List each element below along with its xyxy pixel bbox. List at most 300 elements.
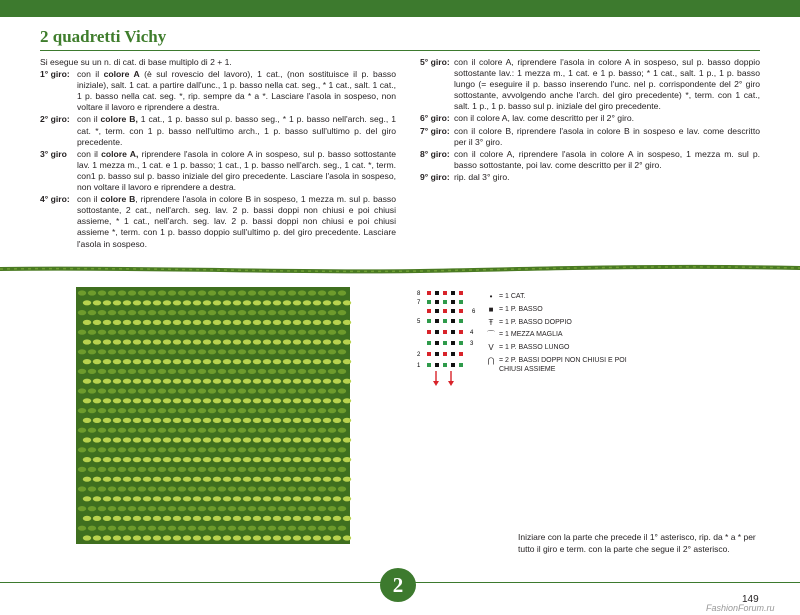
- stitch-texture: [163, 398, 171, 403]
- stitch-texture: [118, 428, 126, 433]
- stitch-texture: [208, 428, 216, 433]
- stitch-texture: [208, 388, 216, 393]
- stitch-texture: [83, 477, 91, 482]
- stitch-texture: [208, 467, 216, 472]
- diagram-stitch-mark: [427, 352, 431, 356]
- stitch-texture: [258, 408, 266, 413]
- stitch-texture: [133, 516, 141, 521]
- stitch-texture: [218, 506, 226, 511]
- stitch-texture: [208, 506, 216, 511]
- round-label: 4° giro:: [40, 194, 70, 205]
- stitch-texture: [273, 398, 281, 403]
- stitch-texture: [133, 496, 141, 501]
- stitch-texture: [263, 477, 271, 482]
- stitch-texture: [138, 369, 146, 374]
- stitch-texture: [128, 408, 136, 413]
- stitch-texture: [233, 535, 241, 540]
- stitch-texture: [178, 447, 186, 452]
- stitch-texture: [323, 496, 331, 501]
- stitch-texture: [288, 506, 296, 511]
- stitch-texture: [138, 310, 146, 315]
- stitch-texture: [253, 300, 261, 305]
- stitch-texture: [123, 496, 131, 501]
- stitch-texture: [258, 447, 266, 452]
- stitch-texture: [278, 467, 286, 472]
- stitch-texture: [283, 339, 291, 344]
- stitch-texture: [153, 398, 161, 403]
- stitch-texture: [103, 437, 111, 442]
- stitch-texture: [193, 300, 201, 305]
- stitch-texture: [103, 535, 111, 540]
- diagram-stitch-mark: [443, 352, 447, 356]
- stitch-texture: [328, 290, 336, 295]
- stitch-texture: [248, 428, 256, 433]
- stitch-texture: [248, 290, 256, 295]
- stitch-texture: [333, 359, 341, 364]
- diagram-stitch-mark: [427, 330, 431, 334]
- stitch-texture: [243, 535, 251, 540]
- stitch-texture: [318, 349, 326, 354]
- stitch-texture: [173, 398, 181, 403]
- stitch-texture: [198, 467, 206, 472]
- stitch-texture: [253, 535, 261, 540]
- stitch-texture: [263, 300, 271, 305]
- stitch-texture: [253, 437, 261, 442]
- stitch-texture: [303, 339, 311, 344]
- stitch-texture: [283, 516, 291, 521]
- round-text: con il colore A, lav. come descritto per il 2° giro.: [454, 113, 635, 124]
- stitch-texture: [338, 408, 346, 413]
- stitch-texture: [243, 437, 251, 442]
- stitch-texture: [193, 516, 201, 521]
- stitch-texture: [193, 457, 201, 462]
- stitch-texture: [263, 379, 271, 384]
- stitch-texture: [233, 339, 241, 344]
- stitch-texture: [93, 379, 101, 384]
- stitch-texture: [338, 526, 346, 531]
- stitch-texture: [163, 359, 171, 364]
- stitch-texture: [303, 300, 311, 305]
- stitch-texture: [183, 437, 191, 442]
- stitch-texture: [158, 369, 166, 374]
- stitch-texture: [148, 388, 156, 393]
- stitch-texture: [338, 310, 346, 315]
- stitch-texture: [153, 535, 161, 540]
- stitch-texture: [88, 408, 96, 413]
- stitch-texture: [313, 496, 321, 501]
- stitch-texture: [128, 428, 136, 433]
- stitch-texture: [213, 320, 221, 325]
- stitch-texture: [338, 428, 346, 433]
- stitch-texture: [168, 310, 176, 315]
- stitch-texture: [238, 369, 246, 374]
- stitch-texture: [118, 330, 126, 335]
- diagram-stitch-mark: [451, 363, 455, 367]
- stitch-texture: [218, 526, 226, 531]
- stitch-texture: [248, 330, 256, 335]
- stitch-texture: [213, 535, 221, 540]
- stitch-texture: [313, 300, 321, 305]
- stitch-texture: [293, 477, 301, 482]
- stitch-texture: [343, 418, 351, 423]
- stitch-texture: [143, 496, 151, 501]
- stitch-texture: [308, 349, 316, 354]
- stitch-texture: [103, 300, 111, 305]
- stitch-texture: [173, 320, 181, 325]
- stitch-texture: [293, 379, 301, 384]
- round-label: 5° giro:: [420, 57, 450, 67]
- diagram-stitch-mark: [443, 341, 447, 345]
- stitch-texture: [153, 379, 161, 384]
- stitch-texture: [228, 428, 236, 433]
- stitch-texture: [208, 408, 216, 413]
- round-label: 3° giro: [40, 148, 67, 159]
- stitch-texture: [98, 486, 106, 491]
- stitch-texture: [213, 339, 221, 344]
- stitch-texture: [88, 428, 96, 433]
- stitch-texture: [128, 447, 136, 452]
- stitch-texture: [163, 477, 171, 482]
- stitch-texture: [78, 526, 86, 531]
- stitch-texture: [153, 437, 161, 442]
- stitch-texture: [108, 290, 116, 295]
- stitch-texture: [178, 467, 186, 472]
- stitch-texture: [278, 369, 286, 374]
- stitch-texture: [328, 369, 336, 374]
- stitch-texture: [203, 496, 211, 501]
- stitch-texture: [98, 428, 106, 433]
- stitch-texture: [318, 290, 326, 295]
- round-label: 6° giro:: [420, 113, 450, 124]
- stitch-texture: [243, 457, 251, 462]
- stitch-texture: [288, 369, 296, 374]
- stitch-texture: [208, 447, 216, 452]
- diagram-stitch-mark: [443, 291, 447, 295]
- stitch-texture: [303, 516, 311, 521]
- stitch-texture: [88, 330, 96, 335]
- round-label: 8° giro:: [420, 148, 450, 159]
- stitch-texture: [268, 349, 276, 354]
- stitch-texture: [118, 486, 126, 491]
- stitch-texture: [148, 506, 156, 511]
- stitch-texture: [248, 467, 256, 472]
- diagram-stitch-mark: [443, 363, 447, 367]
- stitch-texture: [318, 506, 326, 511]
- stitch-texture: [83, 437, 91, 442]
- stitch-diagram: [415, 283, 480, 388]
- stitch-texture: [158, 467, 166, 472]
- stitch-texture: [313, 320, 321, 325]
- double-crochet-icon: Ŧ: [488, 317, 494, 327]
- stitch-texture: [308, 290, 316, 295]
- stitch-texture: [103, 457, 111, 462]
- stitch-texture: [138, 467, 146, 472]
- stitch-texture: [108, 526, 116, 531]
- stitch-texture: [178, 428, 186, 433]
- stitch-texture: [213, 398, 221, 403]
- diagram-stitch-mark: [459, 300, 463, 304]
- stitch-texture: [218, 388, 226, 393]
- stitch-texture: [138, 408, 146, 413]
- row-number-label: 4: [470, 330, 474, 336]
- page-title: 2 quadretti Vichy: [40, 27, 167, 46]
- stitch-texture: [133, 418, 141, 423]
- round-text: rip. dal 3° giro.: [454, 171, 510, 182]
- stitch-texture: [308, 467, 316, 472]
- stitch-texture: [233, 300, 241, 305]
- stitch-texture: [98, 506, 106, 511]
- stitch-texture: [278, 447, 286, 452]
- stitch-texture: [178, 526, 186, 531]
- stitch-texture: [163, 379, 171, 384]
- stitch-texture: [203, 359, 211, 364]
- stitch-texture: [93, 418, 101, 423]
- stitch-texture: [338, 369, 346, 374]
- stitch-texture: [148, 447, 156, 452]
- diagram-stitch-mark: [435, 319, 439, 323]
- stitch-texture: [278, 388, 286, 393]
- stitch-texture: [93, 516, 101, 521]
- stitch-texture: [258, 486, 266, 491]
- stitch-texture: [138, 506, 146, 511]
- stitch-texture: [213, 437, 221, 442]
- stitch-texture: [173, 516, 181, 521]
- stitch-texture: [318, 369, 326, 374]
- stitch-texture: [273, 300, 281, 305]
- stitch-texture: [163, 418, 171, 423]
- round-row: [40, 114, 396, 147]
- stitch-texture: [318, 388, 326, 393]
- row-number-label: 8: [417, 291, 421, 297]
- stitch-texture: [133, 339, 141, 344]
- stitch-texture: [203, 418, 211, 423]
- stitch-texture: [313, 418, 321, 423]
- stitch-texture: [308, 447, 316, 452]
- stitch-texture: [113, 339, 121, 344]
- stitch-texture: [128, 526, 136, 531]
- stitch-texture: [173, 359, 181, 364]
- stitch-texture: [248, 310, 256, 315]
- diagram-stitch-mark: [435, 363, 439, 367]
- stitch-texture: [118, 349, 126, 354]
- stitch-texture: [233, 379, 241, 384]
- stitch-texture: [138, 349, 146, 354]
- stitch-texture: [143, 359, 151, 364]
- stitch-texture: [118, 310, 126, 315]
- stitch-texture: [223, 516, 231, 521]
- stitch-texture: [268, 330, 276, 335]
- stitch-texture: [113, 477, 121, 482]
- stitch-texture: [83, 457, 91, 462]
- stitch-texture: [93, 398, 101, 403]
- stitch-texture: [123, 457, 131, 462]
- stitch-texture: [233, 359, 241, 364]
- stitch-texture: [123, 398, 131, 403]
- diagram-stitch-mark: [459, 363, 463, 367]
- stitch-texture: [203, 477, 211, 482]
- stitch-texture: [193, 535, 201, 540]
- stitch-texture: [268, 486, 276, 491]
- diagram-stitch-mark: [427, 341, 431, 345]
- stitch-texture: [293, 437, 301, 442]
- stitch-texture: [343, 516, 351, 521]
- stitch-texture: [108, 428, 116, 433]
- stitch-texture: [108, 310, 116, 315]
- round-row: [40, 194, 396, 249]
- stitch-texture: [148, 330, 156, 335]
- stitch-texture: [328, 467, 336, 472]
- stitch-texture: [158, 486, 166, 491]
- stitch-texture: [138, 388, 146, 393]
- stitch-texture: [343, 457, 351, 462]
- stitch-texture: [303, 457, 311, 462]
- stitch-texture: [148, 486, 156, 491]
- round-text: con il colore A, riprendere l'asola in colore A in sospeso, sul p. basso doppio sottostante lav.: 1 mezza m., 1 cat. e 1 p. basso; * 1 cat., salt. 1 p., 1 p. basso lungo (= eseguire il p. basso inserendo l'unc. nel p. corrispondente del 2° giro sottostante, avvolgendo anche l'arch. del giro precedente) *, term. con 1 cat., salt. 1 p., 1 p. basso sul p. iniziale del giro precedente.: [454, 57, 760, 112]
- stitch-texture: [178, 506, 186, 511]
- stitch-texture: [223, 359, 231, 364]
- stitch-texture: [228, 467, 236, 472]
- stitch-texture: [263, 535, 271, 540]
- stitch-texture: [188, 447, 196, 452]
- stitch-texture: [133, 457, 141, 462]
- stitch-texture: [273, 535, 281, 540]
- stitch-texture: [168, 290, 176, 295]
- stitch-texture: [198, 486, 206, 491]
- diagram-stitch-mark: [427, 291, 431, 295]
- stitch-texture: [303, 535, 311, 540]
- stitch-texture: [88, 369, 96, 374]
- row-number-label: 1: [417, 363, 421, 369]
- stitch-texture: [333, 320, 341, 325]
- stitch-texture: [213, 516, 221, 521]
- stitch-texture: [203, 398, 211, 403]
- stitch-texture: [143, 320, 151, 325]
- stitch-texture: [173, 300, 181, 305]
- stitch-texture: [83, 496, 91, 501]
- stitch-texture: [188, 349, 196, 354]
- stitch-texture: [203, 300, 211, 305]
- stitch-texture: [283, 477, 291, 482]
- stitch-texture: [263, 418, 271, 423]
- stitch-texture: [83, 359, 91, 364]
- stitch-texture: [178, 408, 186, 413]
- round-row: [40, 69, 396, 113]
- stitch-texture: [263, 320, 271, 325]
- round-row: [420, 57, 760, 112]
- diagram-stitch-mark: [451, 352, 455, 356]
- stitch-texture: [93, 320, 101, 325]
- stitch-texture: [218, 310, 226, 315]
- page-number: 149: [742, 594, 759, 605]
- stitch-texture: [208, 310, 216, 315]
- stitch-texture: [173, 437, 181, 442]
- stitch-texture: [318, 310, 326, 315]
- stitch-texture: [333, 437, 341, 442]
- stitch-texture: [308, 388, 316, 393]
- stitch-texture: [233, 457, 241, 462]
- stitch-texture: [173, 457, 181, 462]
- stitch-texture: [78, 290, 86, 295]
- stitch-texture: [153, 339, 161, 344]
- stitch-texture: [308, 369, 316, 374]
- stitch-texture: [343, 437, 351, 442]
- stitch-texture: [318, 467, 326, 472]
- stitch-texture: [158, 447, 166, 452]
- stitch-texture: [138, 330, 146, 335]
- stitch-texture: [328, 330, 336, 335]
- stitch-texture: [133, 379, 141, 384]
- stitch-texture: [143, 516, 151, 521]
- round-row: [420, 113, 760, 124]
- stitch-texture: [288, 526, 296, 531]
- stitch-texture: [113, 398, 121, 403]
- stitch-texture: [268, 428, 276, 433]
- diagram-stitch-mark: [459, 309, 463, 313]
- stitch-texture: [168, 408, 176, 413]
- stitch-texture: [308, 428, 316, 433]
- stitch-texture: [293, 320, 301, 325]
- stitch-texture: [188, 526, 196, 531]
- stitch-texture: [128, 388, 136, 393]
- stitch-texture: [298, 349, 306, 354]
- stitch-texture: [203, 516, 211, 521]
- stitch-texture: [283, 320, 291, 325]
- stitch-texture: [268, 506, 276, 511]
- stitch-texture: [333, 398, 341, 403]
- stitch-texture: [323, 398, 331, 403]
- stitch-texture: [288, 330, 296, 335]
- stitch-texture: [208, 290, 216, 295]
- stitch-texture: [143, 339, 151, 344]
- stitch-texture: [108, 467, 116, 472]
- stitch-texture: [103, 516, 111, 521]
- stitch-texture: [113, 496, 121, 501]
- stitch-texture: [228, 526, 236, 531]
- stitch-texture: [223, 457, 231, 462]
- stitch-texture: [278, 526, 286, 531]
- stitch-texture: [103, 496, 111, 501]
- stitch-texture: [98, 467, 106, 472]
- stitch-texture: [258, 428, 266, 433]
- stitch-texture: [213, 418, 221, 423]
- chapter-number-badge: 2: [380, 568, 416, 602]
- stitch-texture: [238, 447, 246, 452]
- legend-label: = 1 P. BASSO: [499, 305, 543, 313]
- stitch-texture: [268, 388, 276, 393]
- stitch-texture: [343, 535, 351, 540]
- stitch-texture: [168, 428, 176, 433]
- stitch-texture: [278, 290, 286, 295]
- stitch-texture: [213, 359, 221, 364]
- stitch-texture: [243, 339, 251, 344]
- stitch-texture: [218, 486, 226, 491]
- stitch-texture: [243, 359, 251, 364]
- stitch-texture: [248, 506, 256, 511]
- stitch-texture: [283, 418, 291, 423]
- stitch-texture: [238, 428, 246, 433]
- diagram-stitch-mark: [451, 330, 455, 334]
- round-label: 2° giro:: [40, 114, 70, 125]
- stitch-texture: [253, 496, 261, 501]
- stitch-texture: [118, 526, 126, 531]
- stitch-texture: [198, 526, 206, 531]
- stitch-texture: [213, 496, 221, 501]
- stitch-texture: [93, 339, 101, 344]
- stitch-texture: [208, 349, 216, 354]
- stitch-texture: [263, 516, 271, 521]
- legend-label: = 2 P. BASSI DOPPI NON CHIUSI E POI CHIUSI ASSIEME: [499, 356, 627, 373]
- legend-label: = 1 MEZZA MAGLIA: [499, 331, 563, 339]
